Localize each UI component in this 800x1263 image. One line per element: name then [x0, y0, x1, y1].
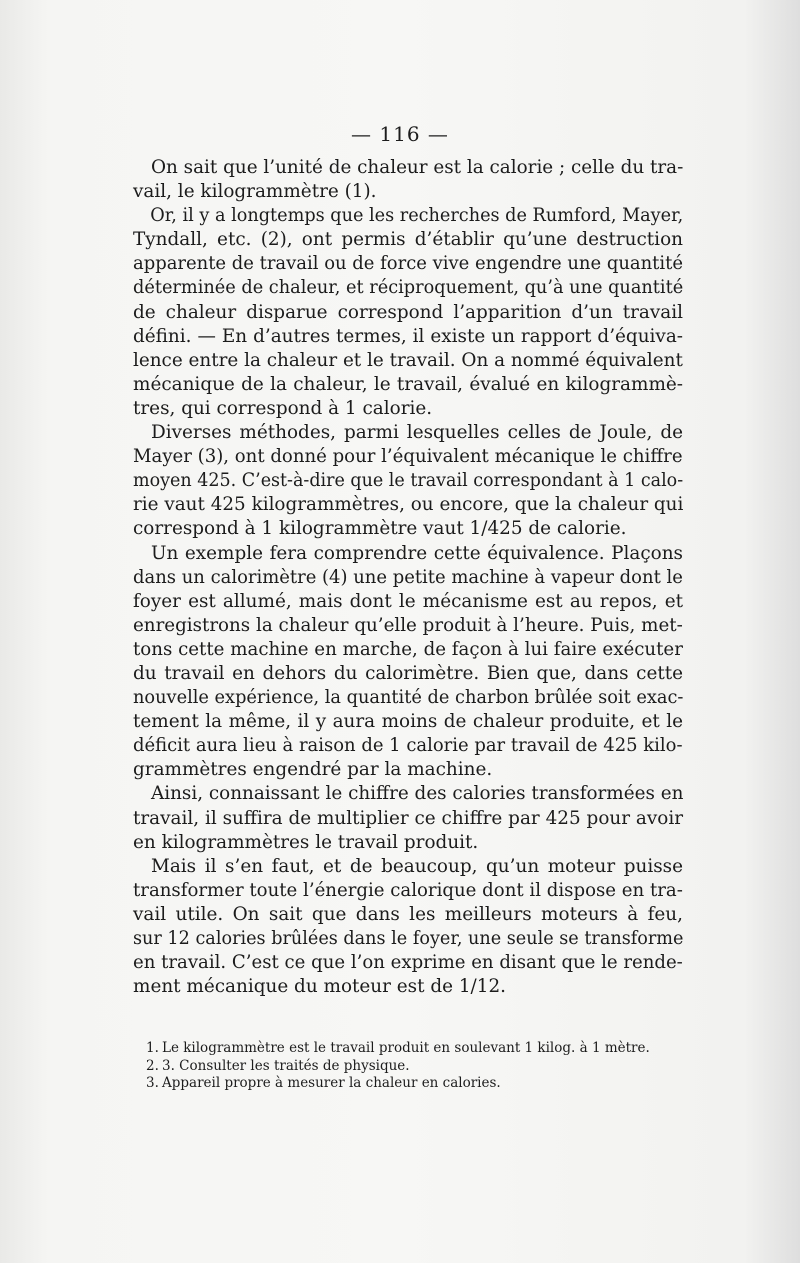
text-line: déficit aura lieu à raison de 1 calorie par travail de 425 kilo-	[133, 735, 683, 757]
footnotes	[146, 1040, 686, 1093]
text-line: Mais il s’en faut, et de beaucoup, qu’un moteur puisse	[151, 855, 683, 877]
page-number: — 116 —	[351, 122, 449, 146]
footnote-text: Le kilogrammètre est le travail produit en soulevant 1 kilog. à 1 mètre.	[162, 1040, 650, 1056]
paragraph	[133, 156, 683, 204]
text-line: en kilogrammètres le travail produit.	[133, 831, 479, 853]
text-line: nouvelle expérience, la quantité de charbon brûlée soit exac-	[133, 687, 684, 709]
text-line: grammètres engendré par la machine.	[133, 759, 493, 781]
text-line: tement la même, il y aura moins de chaleur produite, et le	[133, 711, 683, 733]
text-line: déterminée de chaleur, et réciproquement, qu’à une quantité	[133, 277, 684, 299]
footnote-text: 3. Consulter les traités de physique.	[162, 1057, 410, 1074]
text-line: tres, qui correspond à 1 calorie.	[133, 397, 433, 419]
text-line: Ainsi, connaissant le chiffre des calories transformées en	[150, 783, 684, 805]
text-line: apparente de travail ou de force vive engendre une quantité	[133, 253, 683, 275]
footnote-text: Appareil propre à mesurer la chaleur en calories.	[162, 1075, 501, 1091]
footnote-number: 3.	[146, 1075, 159, 1091]
body-text	[133, 156, 683, 999]
paragraph	[133, 855, 683, 1000]
text-line: dans un calorimètre (4) une petite machine à vapeur dont le	[133, 566, 683, 588]
text-line: rie vaut 425 kilogrammètres, ou encore, que la chaleur qui	[133, 494, 684, 516]
text-line: moyen 425. C’est-à-dire que le travail correspondant à 1 calo-	[133, 470, 684, 492]
text-line: transformer toute l’énergie calorique dont il dispose en tra-	[133, 879, 683, 901]
footnote-number: 1.	[146, 1040, 159, 1056]
footnote	[146, 1040, 686, 1058]
text-line: lence entre la chaleur et le travail. On a nommé équivalent	[133, 349, 683, 371]
paragraph	[133, 782, 683, 854]
paragraph	[133, 542, 683, 783]
text-line: Un exemple fera comprendre cette équivalence. Plaçons	[151, 542, 683, 564]
text-line: en travail. C’est ce que l’on exprime en disant que le rende-	[133, 952, 683, 974]
footnote	[146, 1058, 686, 1076]
paragraph	[133, 204, 683, 421]
text-line: foyer est allumé, mais dont le mécanisme est au repos, et	[133, 590, 683, 612]
text-line: sur 12 calories brûlées dans le foyer, une seule se transforme	[133, 928, 684, 949]
text-line: mécanique de la chaleur, le travail, évalué en kilogrammè-	[133, 373, 683, 395]
footnote	[146, 1075, 686, 1093]
text-line: ment mécanique du moteur est de 1/12.	[133, 976, 506, 998]
text-line: correspond à 1 kilogrammètre vaut 1/425 de calorie.	[133, 518, 627, 540]
text-line: de chaleur disparue correspond l’apparition d’un travail	[133, 301, 683, 323]
text-line: Tyndall, etc. (2), ont permis d’établir qu’une destruction	[133, 229, 683, 251]
text-line: travail, il suffira de multiplier ce chiffre par 425 pour avoir	[133, 807, 683, 829]
text-line: Or, il y a longtemps que les recherches de Rumford, Mayer,	[150, 205, 684, 227]
text-line: du travail en dehors du calorimètre. Bien que, dans cette	[133, 662, 683, 684]
text-line: défini. — En d’autres termes, il existe un rapport d’équiva-	[133, 325, 683, 347]
text-line: enregistrons la chaleur qu’elle produit à l’heure. Puis, met-	[133, 614, 683, 636]
text-line: tons cette machine en marche, de façon à lui faire exécuter	[133, 638, 683, 660]
text-line: vail, le kilogrammètre (1).	[133, 181, 377, 203]
text-line: Diverses méthodes, parmi lesquelles celles de Joule, de	[151, 422, 683, 444]
footnote-number: 2.	[146, 1057, 159, 1074]
text-line: On sait que l’unité de chaleur est la calorie ; celle du tra-	[150, 157, 684, 178]
text-line: vail utile. On sait que dans les meilleurs moteurs à feu,	[133, 903, 683, 925]
text-line: Mayer (3), ont donné pour l’équivalent mécanique le chiffre	[133, 446, 683, 468]
paragraph	[133, 421, 683, 541]
